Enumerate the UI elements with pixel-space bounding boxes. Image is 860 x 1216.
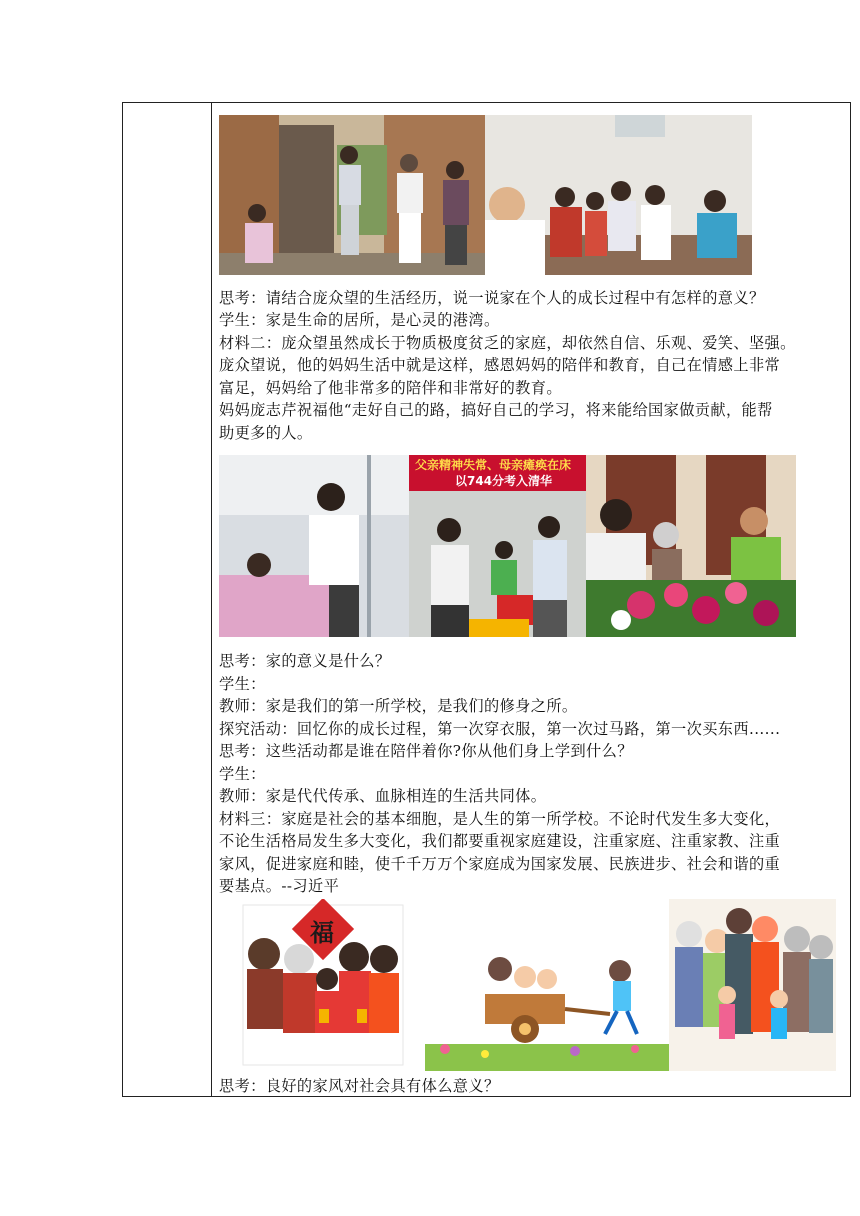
think-question-4: 思考：良好的家风对社会具有体么意义？ — [219, 1077, 500, 1095]
mother-blessing-line-2: 助更多的人。 — [219, 424, 313, 442]
explore-activity: 探究活动：回忆你的成长过程，第一次穿衣服，第一次过马路，第一次买东西...... — [219, 720, 781, 738]
teacher-note-1: 教师：家是我们的第一所学校，是我们的修身之所。 — [219, 697, 578, 715]
think-question-1: 思考：请结合庞众望的生活经历，说一说家在个人的成长过程中有怎样的意义？ — [219, 289, 765, 307]
column-divider — [211, 103, 212, 1096]
fu-character: 福 — [310, 919, 334, 947]
cartoon-children-cart — [425, 899, 669, 1071]
cartoon-family-fu — [219, 899, 425, 1071]
material-3-line-2: 不论生活格局发生多大变化，我们都要重视家庭建设，注重家庭、注重家教、注重 — [219, 832, 781, 850]
material-3-line-3: 家风，促进家庭和睦，使千千万万个家庭成为国家发展、民族进步、社会和谐的重 — [219, 855, 781, 873]
material-3-line-4: 要基点。--习近平 — [219, 877, 340, 895]
photo-news-banner — [409, 455, 586, 637]
material-2-line-3: 富足，妈妈给了他非常多的陪伴和非常好的教育。 — [219, 379, 562, 397]
photo-flowers-family — [586, 455, 796, 637]
material-2-line-2: 庞众望说，他的妈妈生活中就是这样，感恩妈妈的陪伴和教育，自己在情感上非常 — [219, 356, 781, 374]
material-2-line-1: 材料二：庞众望虽然成长于物质极度贫乏的家庭，却依然自信、乐观、爱笑、坚强。 — [219, 334, 796, 352]
photo-indoor-family — [485, 115, 752, 275]
mother-blessing-line-1: 妈妈庞志芹祝福他“走好自己的路，搞好自己的学习，将来能给国家做贡献，能帮 — [219, 401, 773, 419]
photo-village-family — [219, 115, 485, 275]
teacher-note-2: 教师：家是代代传承、血脉相连的生活共同体。 — [219, 787, 547, 805]
think-question-2: 思考：家的意义是什么？ — [219, 652, 391, 670]
banner-line-1: 父亲精神失常、母亲瘫痪在床 — [415, 458, 572, 472]
material-3-line-1: 材料三：家庭是社会的基本细胞，是人生的第一所学校。不论时代发生多大变化， — [219, 810, 781, 828]
photo-hospital — [219, 455, 409, 637]
think-question-3: 思考：这些活动都是谁在陪伴着你?你从他们身上学到什么？ — [219, 742, 633, 760]
student-answer-1: 学生：家是生命的居所，是心灵的港湾。 — [219, 311, 500, 329]
banner-line-2: 以744分考入清华 — [455, 474, 553, 488]
student-answer-3: 学生： — [219, 765, 266, 783]
student-answer-2: 学生： — [219, 675, 266, 693]
lesson-table — [122, 102, 851, 1097]
cartoon-big-family — [669, 899, 836, 1071]
